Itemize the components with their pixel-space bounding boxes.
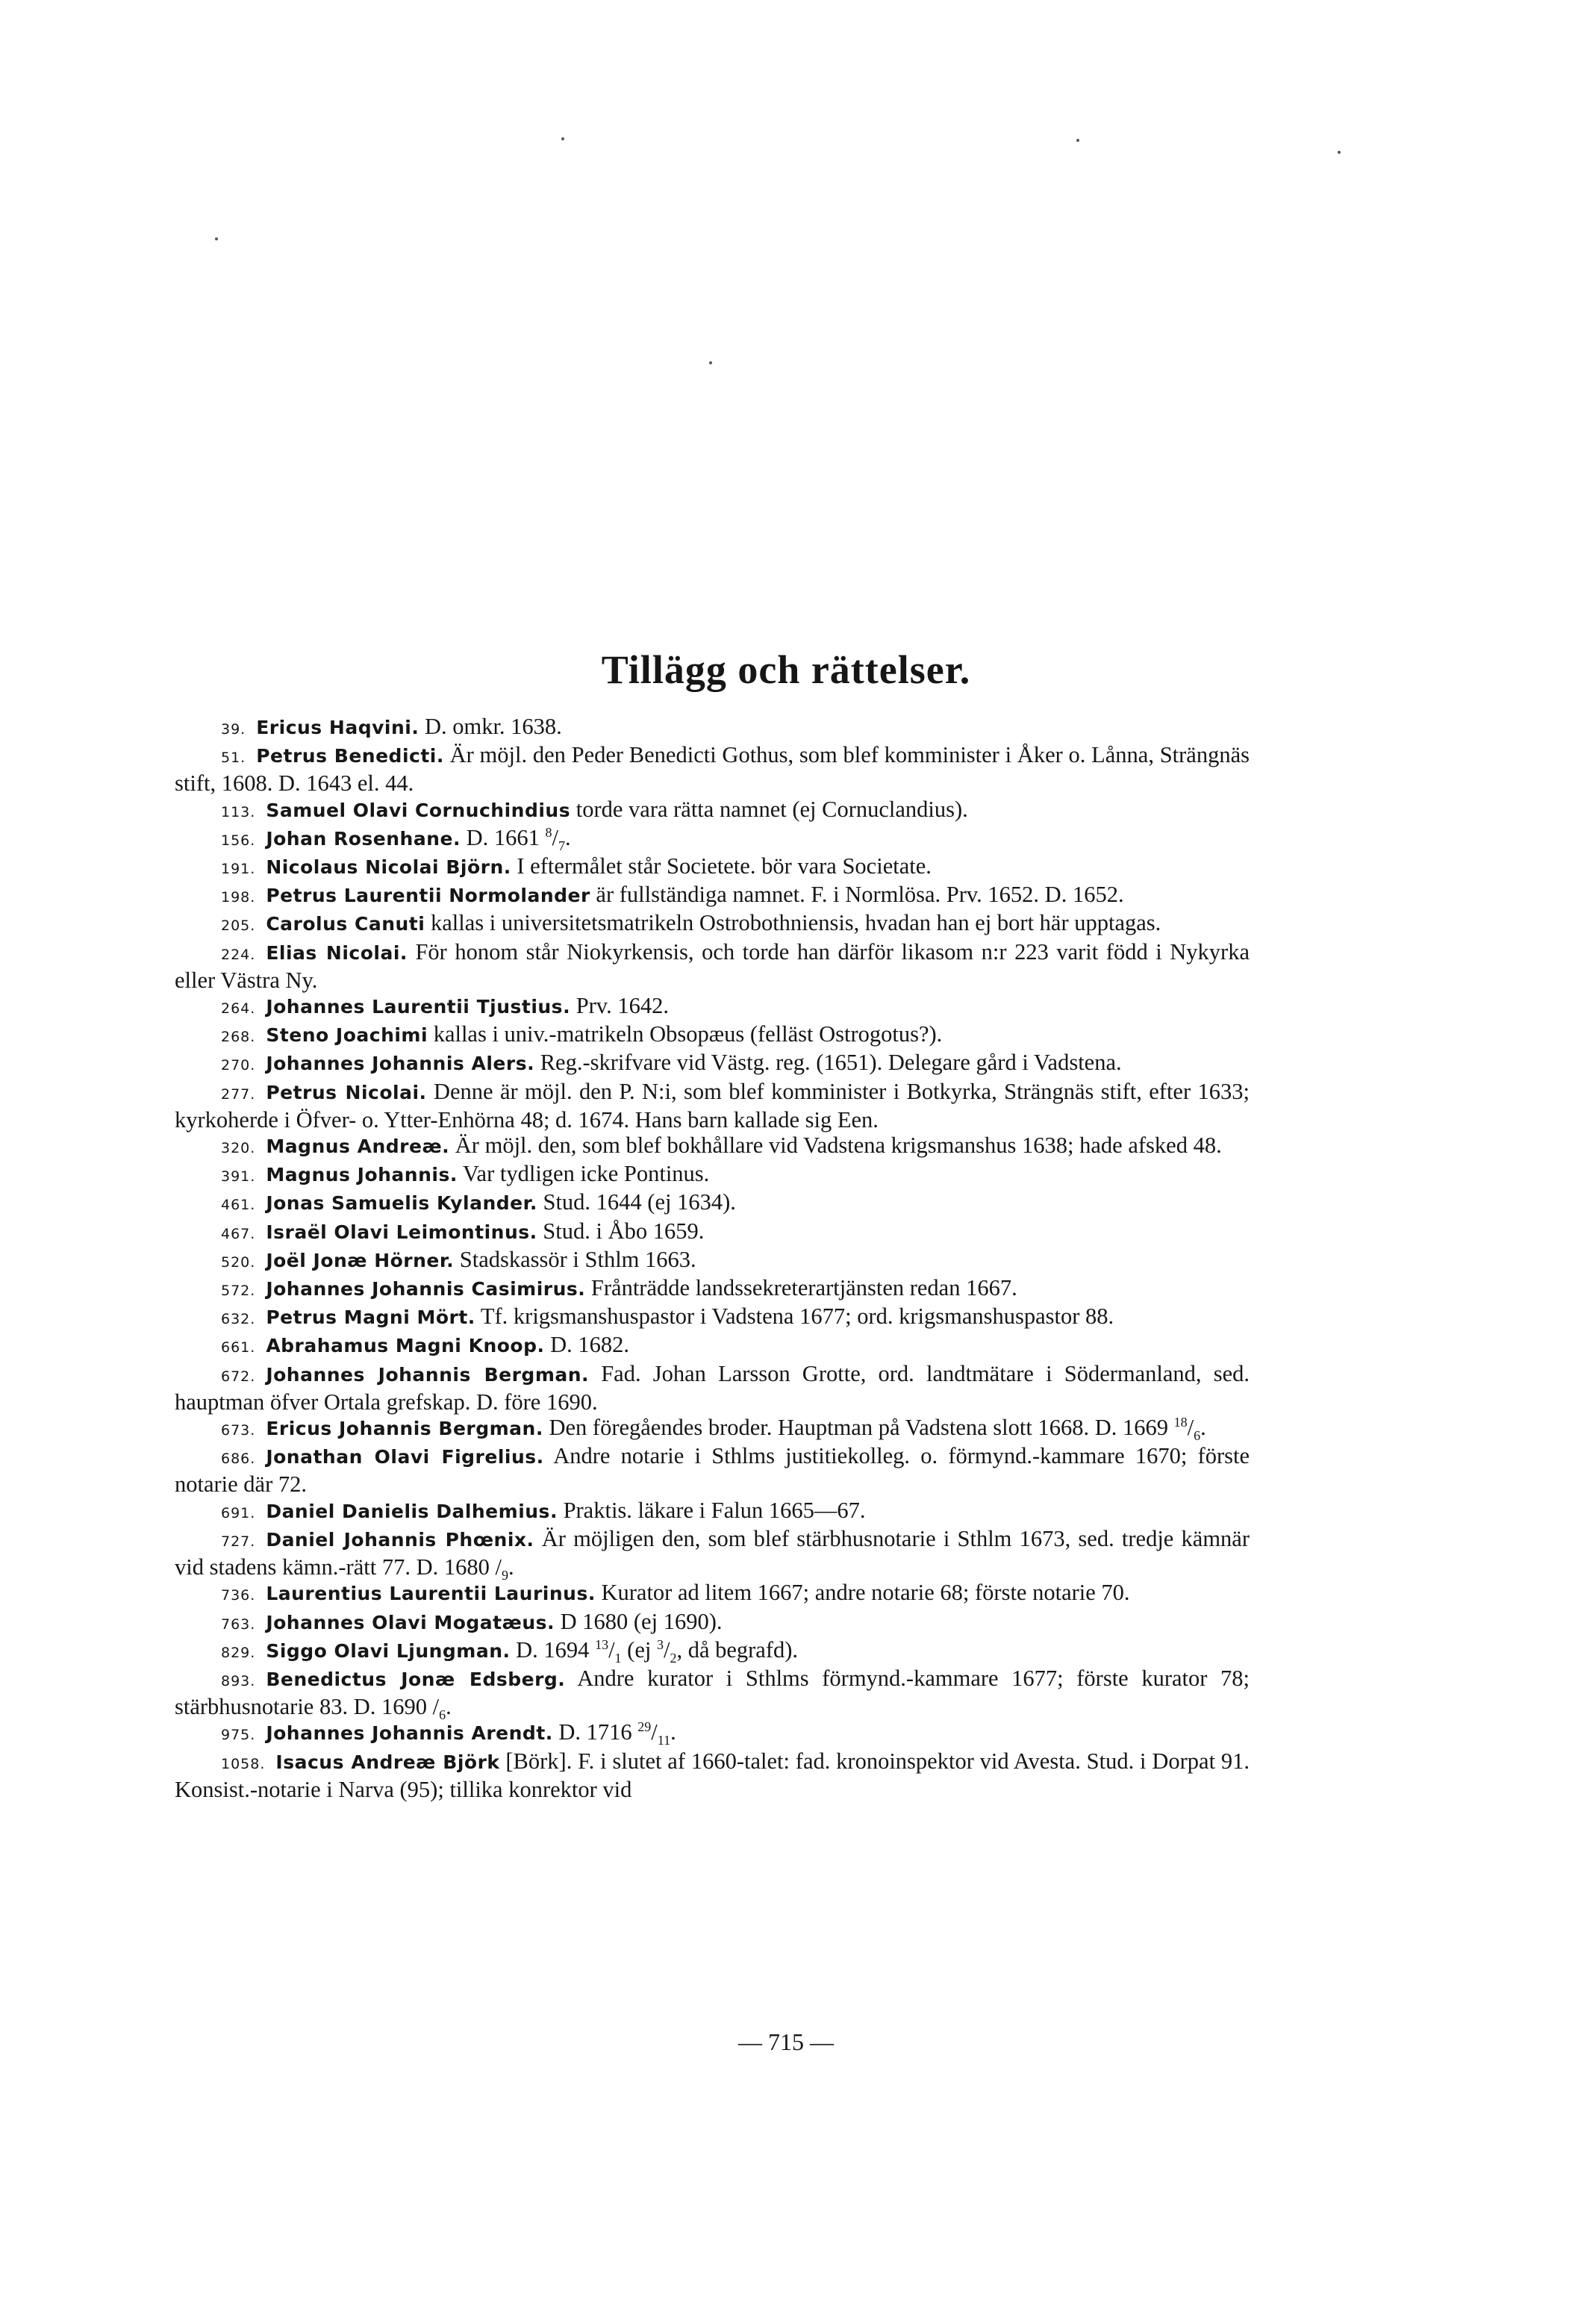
entry-text: Prv. 1642.: [576, 993, 669, 1019]
entry-number: 198.: [221, 889, 256, 906]
entry-text: är fullständiga namnet. F. i Normlösa. Prv. 1652. D. 1652.: [596, 882, 1124, 908]
entry-name: Johannes Johannis Bergman.: [266, 1363, 590, 1386]
entry-number: 661.: [221, 1339, 256, 1356]
entry-name: Petrus Nicolai.: [266, 1081, 427, 1103]
entry-text: Stud. 1644 (ej 1634).: [543, 1189, 736, 1215]
date-month: 6: [1194, 1428, 1201, 1444]
entry-text: D. 1682.: [550, 1332, 630, 1358]
entry-number: 520.: [221, 1253, 256, 1271]
entry-text-tail: .: [508, 1554, 514, 1580]
date-day: 18: [1173, 1414, 1188, 1430]
entry-number: 113.: [221, 803, 256, 820]
entry: 156. Johan Rosenhane. D. 1661 $^8/_7$.: [221, 824, 571, 853]
entry-name: Johan Rosenhane.: [266, 827, 461, 850]
entry-text-tail: .: [446, 1694, 452, 1720]
entry-name: Magnus Andreæ.: [266, 1135, 450, 1158]
entry: [175, 1247, 1250, 1275]
entry-number: 270.: [221, 1057, 256, 1074]
entry: [175, 1079, 1250, 1133]
entry-name: Jonas Samuelis Kylander.: [266, 1192, 537, 1215]
entry-number: 268.: [221, 1029, 256, 1046]
date-month: 7: [558, 838, 565, 853]
entry-text: Kurator ad litem 1667; andre notarie 68; förste notarie 70.: [601, 1580, 1130, 1606]
entry-text-tail: .: [1200, 1415, 1206, 1441]
entry-name: Petrus Magni Mört.: [266, 1306, 475, 1329]
entry-text: kallas i univ.-matrikeln Obsopæus (felläst Ostrogotus?).: [433, 1021, 943, 1047]
entry-name: Samuel Olavi Cornuchindius: [266, 799, 571, 821]
date-day: 29: [637, 1719, 652, 1735]
entry-text: torde vara rätta namnet (ej Cornuclandius).: [576, 796, 968, 822]
entry-number: 51.: [221, 750, 246, 767]
entry-number: 39.: [221, 721, 246, 738]
entry-text: Frånträdde landssekreterartjänsten redan 1667.: [590, 1275, 1017, 1301]
entry-number: 673.: [221, 1422, 256, 1439]
entry-text: Stud. i Åbo 1659.: [543, 1218, 705, 1244]
entry-number: 829.: [221, 1644, 256, 1661]
entry-text-tail: .: [564, 824, 571, 850]
entry-name: Petrus Benedicti.: [256, 745, 444, 767]
entry-text: Fad. Johan Larsson Grotte, ord. landtmätare i Södermanland, sed. hauptman öfver Ortala grefskap. D. före 1690.: [175, 1360, 1250, 1415]
entry: [175, 1275, 1250, 1303]
entry-number: 191.: [221, 861, 256, 878]
entry-text: D. 1694: [516, 1636, 590, 1663]
entry-name: Jonathan Olavi Figrelius.: [266, 1446, 544, 1468]
page-number: — 715 —: [738, 2028, 834, 2055]
entry-text: I eftermålet står Societete. bör vara Societate.: [517, 853, 932, 879]
entry: [175, 742, 1250, 796]
entry-number: 1058.: [221, 1755, 266, 1772]
entry-text-tail: (ej: [621, 1636, 657, 1663]
entry: [175, 1303, 1250, 1332]
entry-number: 763.: [221, 1616, 256, 1633]
entry-number: 156.: [221, 832, 256, 849]
date-day: 8: [545, 824, 552, 840]
entry: 829. Siggo Olavi Ljungman. D. 1694 $^{13}/_1$ (ej $^3/_2$, då begrafd).: [221, 1636, 799, 1666]
entry: [175, 853, 1250, 882]
entry-number: 277.: [221, 1085, 256, 1103]
entry-name: Johannes Johannis Casimirus.: [266, 1278, 586, 1300]
date-month: 2: [670, 1650, 677, 1666]
entry: [175, 993, 1250, 1021]
entry-number: 686.: [221, 1451, 256, 1468]
entry: 893. Benedictus Jonæ Edsberg. Andre kurator i Sthlms förmynd.-kammare 1677; förste kurator 78; stärbhusnotarie 83. D. 1690 $/_6$.: [175, 1665, 1250, 1723]
entry-text: D. omkr. 1638.: [424, 714, 562, 739]
entry-text: Är möjl. den Peder Benedicti Gothus, som blef komminister i Åker o. Lånna, Strängnäs stift, 1608. D. 1643 el. 44.: [175, 742, 1250, 797]
entry-text: Är möjl. den, som blef bokhållare vid Vadstena krigsmanshus 1638; hade afsked 48.: [455, 1133, 1222, 1159]
entry-number: 461.: [221, 1197, 256, 1214]
entry: [175, 1443, 1250, 1497]
entry-text: Den föregåendes broder. Hauptman på Vadstena slott 1668. D. 1669: [549, 1415, 1168, 1441]
entry-number: 727.: [221, 1533, 256, 1550]
entry-text: Andre notarie i Sthlms justitiekolleg. o. förmynd.-kammare 1670; förste notarie där 72.: [175, 1443, 1250, 1498]
entry-number: 975.: [221, 1727, 256, 1744]
entry-text: D. 1661: [466, 824, 540, 850]
entry-name: Carolus Canuti: [266, 913, 425, 935]
date-month: 6: [439, 1707, 446, 1723]
entry-name: Daniel Danielis Dalhemius.: [266, 1500, 558, 1522]
entry: [175, 910, 1250, 938]
entry-name: Magnus Johannis.: [266, 1164, 458, 1186]
entry-number: 205.: [221, 918, 256, 935]
entry: [175, 1050, 1250, 1078]
entry-name: Nicolaus Nicolai Björn.: [266, 856, 511, 879]
entry-name: Abrahamus Magni Knoop.: [266, 1335, 545, 1357]
entry-name: Isacus Andreæ Björk: [275, 1751, 500, 1773]
date-day: 3: [656, 1636, 664, 1652]
entry-text: D. 1716: [558, 1719, 632, 1745]
date-month: 9: [501, 1568, 508, 1583]
entry-text: Praktis. läkare i Falun 1665—67.: [563, 1497, 866, 1523]
entry: [175, 1580, 1250, 1608]
entry-number: 736.: [221, 1587, 256, 1604]
entry: [175, 1609, 1250, 1637]
entry-text-tail: .: [670, 1719, 676, 1745]
entry-name: Steno Joachimi: [266, 1024, 428, 1047]
entry: [175, 1332, 1250, 1360]
entry-number: 632.: [221, 1311, 256, 1328]
entry-text: Reg.-skrifvare vid Västg. reg. (1651). Delegare gård i Vadstena.: [540, 1050, 1122, 1076]
entry-name: Daniel Johannis Phœnix.: [266, 1528, 534, 1551]
entry-number: 224.: [221, 946, 256, 963]
entry-text: D 1680 (ej 1690).: [560, 1608, 723, 1634]
entry: 975. Johannes Johannis Arendt. D. 1716 $^{29}/_{11}$.: [221, 1719, 676, 1748]
entry-name: Laurentius Laurentii Laurinus.: [266, 1583, 596, 1605]
date-month: 1: [614, 1650, 622, 1666]
entry: 673. Ericus Johannis Bergman. Den föregåendes broder. Hauptman på Vadstena slott 1668. D. 1669 $^{18}/_6$.: [221, 1414, 1206, 1444]
entry-number: 893.: [221, 1672, 256, 1689]
page-title: Tillägg och rättelser.: [601, 647, 971, 692]
entry-text: Denne är möjl. den P. N:i, som blef komminister i Botkyrka, Strängnäs stift, efter 1633; kyrkoherde i Öfver- o. Ytter-Enhörna 48; d. 1674. Hans barn kallade sig Een.: [175, 1078, 1250, 1133]
entry-text: Andre kurator i Sthlms förmynd.-kammare 1677; förste kurator 78; stärbhusnotarie 83. D. 1690: [175, 1665, 1250, 1720]
entry: [175, 1218, 1250, 1247]
speck: [215, 237, 218, 240]
entry-text: Stadskassör i Sthlm 1663.: [459, 1246, 696, 1272]
entry: [175, 1748, 1250, 1802]
entry: [175, 1161, 1250, 1189]
entry: [175, 1189, 1250, 1218]
entry: [175, 939, 1250, 993]
date-day: 13: [595, 1636, 609, 1652]
entry-name: Johannes Laurentii Tjustius.: [266, 996, 571, 1018]
entry-text-tail: , då begrafd).: [676, 1636, 799, 1663]
entry-number: 467.: [221, 1225, 256, 1242]
speck: [1338, 151, 1341, 154]
entry-name: Petrus Laurentii Normolander: [266, 885, 590, 907]
entry-text: kallas i universitetsmatrikeln Ostrobothniensis, hvadan han ej bort här upptagas.: [430, 910, 1161, 936]
entry: [175, 1361, 1250, 1415]
entry-text: Är möjligen den, som blef stärbhusnotarie i Sthlm 1673, sed. tredje kämnär vid stadens kämn.-rätt 77. D. 1680: [175, 1525, 1250, 1580]
entry-name: Johannes Johannis Arendt.: [266, 1722, 553, 1745]
entry-name: Joël Jonæ Hörner.: [266, 1249, 455, 1271]
date-month: 11: [657, 1733, 671, 1748]
entry-number: 691.: [221, 1504, 256, 1521]
entry: [175, 1021, 1250, 1050]
entry-text: Tf. krigsmanshuspastor i Vadstena 1677; ord. krigsmanshuspastor 88.: [480, 1303, 1114, 1330]
entry-text: Var tydligen icke Pontinus.: [462, 1161, 710, 1187]
entry: 727. Daniel Johannis Phœnix. Är möjligen den, som blef stärbhusnotarie i Sthlm 1673, sed. tredje kämnär vid stadens kämn.-rätt 77. D. 1680 $/_9$.: [175, 1525, 1250, 1583]
entry-number: 320.: [221, 1140, 256, 1157]
speck: [561, 137, 564, 140]
entry: [175, 882, 1250, 910]
entry-name: Johannes Johannis Alers.: [266, 1053, 535, 1075]
entry-name: Benedictus Jonæ Edsberg.: [266, 1668, 566, 1690]
entry: [175, 1498, 1250, 1526]
entry-name: Elias Nicolai.: [266, 941, 408, 964]
speck: [709, 361, 712, 364]
entry-name: Johannes Olavi Mogatæus.: [266, 1611, 555, 1633]
speck: [1076, 139, 1079, 142]
entry: [175, 797, 1250, 825]
entry-number: 264.: [221, 1000, 256, 1018]
entry-text: För honom står Niokyrkensis, och torde han därför likasom n:r 223 varit född i Nykyrka eller Västra Ny.: [175, 938, 1250, 993]
entry-number: 572.: [221, 1283, 256, 1300]
entry: [175, 1133, 1250, 1161]
entry: [175, 714, 1250, 742]
entry-name: Ericus Haqvini.: [256, 717, 419, 738]
entry-name: Ericus Johannis Bergman.: [266, 1418, 543, 1440]
entry-text: [Börk]. F. i slutet af 1660-talet: fad. kronoinspektor vid Avesta. Stud. i Dorpat 91. Konsist.-notarie i Narva (95); tillika konrektor vid: [175, 1748, 1250, 1802]
entry-number: 672.: [221, 1368, 256, 1385]
entry-list: [175, 714, 1250, 1802]
entry-number: 391.: [221, 1168, 256, 1186]
entry-name: Israël Olavi Leimontinus.: [266, 1221, 537, 1243]
entry-name: Siggo Olavi Ljungman.: [266, 1639, 511, 1662]
